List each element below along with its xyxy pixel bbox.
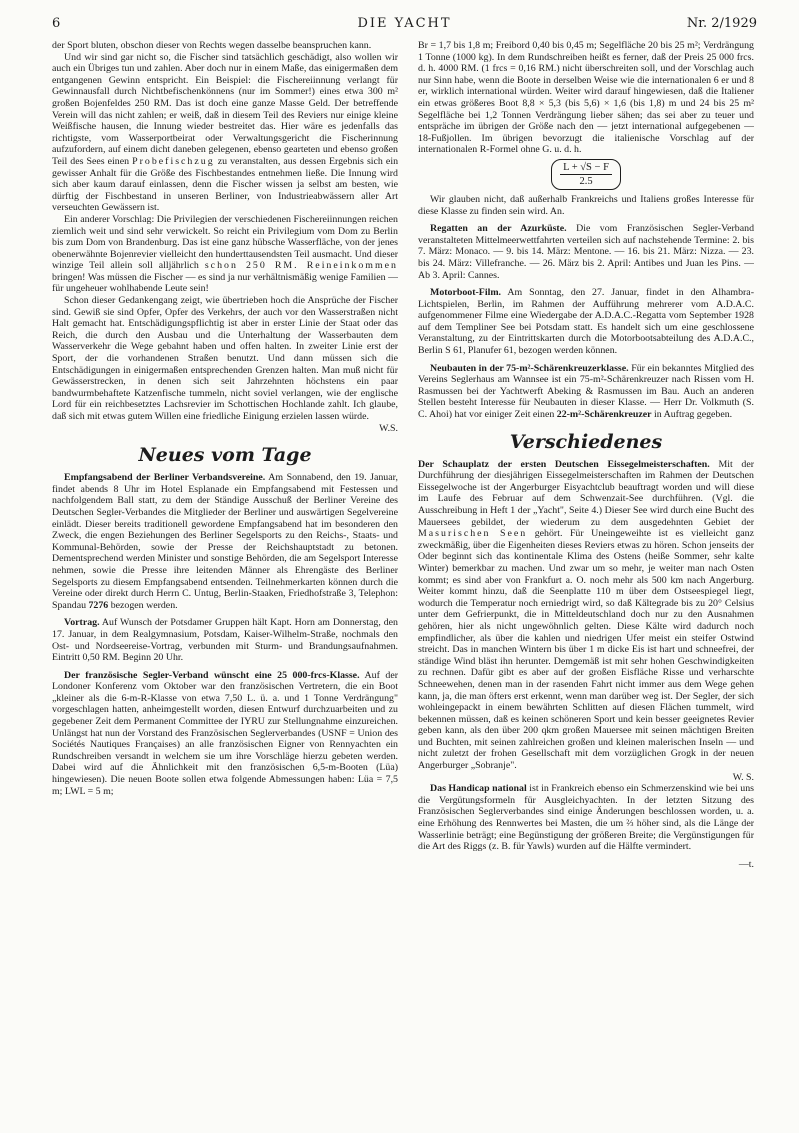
paragraph: Und wir sind gar nicht so, die Fischer sind tatsächlich geschädigt, also wollen wir auch ein Übriges tun und zahlen. Aber doch nur in einem Maße, das einigermaßen dem entgangenen Gewinn entspricht. Ein Beispiel: die Fischereiinnung verlangt für Gewinnausfall durch Nichtbefischenkönnens (nur im Sommer!) eines etwa 300 m² großen Bojenfeldes 250 RM. Das ist doch eine ganze Masse Geld. Der betreffende Verein will das nicht zahlen; er weiß, daß in diesem Teil des Reviers nur einige kleine Weißfische hausen, die Innung wieder bestreitet das. Hier wäre es jedenfalls das richtigste, vom Wasserportbeirat oder Verwaltungsgericht die Fischerinnung aufzufordern, auf einem dicht daneben gelegenen, ebenso gearteten und ebenso großen Teil des Sees einen Probefischzug zu veranstalten, aus dessen Ergebnis sich ein gewisser Anhalt für die Größe des Fischbestandes entnehmen ließe. Die Innung wird sich aber kaum darauf einlassen, denn die Fischer wissen ja selbst am besten, wie dürftig der Fischbestand in unseren Berliner, von Industrieabwässern aller Art verseuchten Gewässern ist. [52,51,398,214]
right-column [418,40,754,1123]
page-number: 6 [52,16,61,31]
author-signature: W.S. [379,422,398,434]
news-item: Regatten an der Azurküste. Die vom Französischen Segler-Verband veranstalteten Mittelmeerwettfahrten verteilen sich auf nachstehende Termine: 2. bis 7. März: Monaco. — 9. bis 14. März: Mentone. — 16. bis 21. März: Nizza. — 23. bis 24. März: Villefranche. — 26. März bis 2. April: Antibes und Juan les Pins. — Ab 3. April: Cannes. [418,223,754,281]
news-item: Motorboot-Film. Am Sonntag, den 27. Januar, findet in den Alhambra-Lichtspielen, Berlin, im Rahmen der Aufführung mehrerer vom A.D.A.C. aufgenommener Filme eine Wiedergabe der A.D.A.C.-Regatta vom September 1928 auf dem Templiner See bei Potsdam statt. Es handelt sich um eine geschlossene Veranstaltung, zu der Eintrittskarten durch die Motorbootsabteilung des A.D.A.C., Berlin S 61, Planufer 61, bezogen werden können. [418,287,754,357]
news-title: Das Handicap national [430,783,527,795]
news-item: Der französische Segler-Verband wünscht eine 25 000-frcs-Klasse. Auf der Londoner Konferenz vom Oktober war den französischen Vertretern, die ein Boot „kleiner als die 6-m-R-Klasse von etwa 7,50 L. ü. a. und 1 Tonne Verdrängung" vorgeschlagen hatten, anheimgestellt worden, diesen Entwurf durchzuarbeiten und zu gegebener Zeit dem Permanent Committee der IYRU zur Stellungnahme einzureichen. Unlängst hat nun der Vorstand des Französischen Seglerverbandes (USNF = Union des Sociétés Nautiques Françaises) an alle französischen Eigner von Rennyachten ein Rundschreiben versandt in welchem sie um ihre Vorschläge hierzu gebeten werden. Dabei wird auf die Ähnlichkeit mit den französischen 6,5-m-Booten (Lüa) hingewiesen). Die neuen Boote sollen etwa folgende Abmessungen haben: Lüa = 7,5 m; LWL = 5 m; [52,669,398,797]
news-title: Der französische Segler-Verband wünscht eine 25 000-frcs-Klasse. [64,669,360,681]
news-item: Empfangsabend der Berliner Verbandsvereine. Am Sonnabend, den 19. Januar, findet abends 8 Uhr im Hotel Esplanade ein Empfangsabend mit Festessen und nachfolgendem Ball statt, zu dem der Ständige Ausschuß der Berliner Vereine des Deutschen Segler-Verbandes die Mitglieder der Berliner und auswärtigen Segelvereine einlädt. Dieser bereits traditionell gewordene Empfangsabend hat im besonderen den Zweck, die engen Beziehungen des Berliner Segelsports zu den Reichs-, Staats- und Kommunal-Behörden, sowie der Presse der Reichshauptstadt zu betonen. Dementsprechend werden Minister und sonstige Behörden, die am Segelsport Interesse nehmen, sowie die Presse ihre leitenden Männer als Ehrengäste des Berliner Segelsports zu diesem Empfangsabend entsenden. Teilnehmerkarten können durch die Vereine oder direkt durch Herrn C. Untug, Berlin-Staaken, Friedhofstraße 3, Telephon: Spandau 7276 bezogen werden. [52,472,398,611]
news-item: Vortrag. Auf Wunsch der Potsdamer Gruppen hält Kapt. Horn am Donnerstag, den 17. Januar, in dem Realgymnasium, Potsdam, Kaiser-Wilhelm-Straße, nochmals den Ost- und Nordseereise-Vortrag, verbunden mit Sturm- und Brandungsaufnahmen. Eintritt 0,50 RM. Beginn 20 Uhr. [52,617,398,664]
issue-number: Nr. 2/1929 [686,16,757,31]
paragraph: Br = 1,7 bis 1,8 m; Freibord 0,40 bis 0,45 m; Segelfläche 20 bis 25 m²; Verdrängung 1 Tonne (1000 kg). In dem Rundschreiben heißt es ferner, daß der Preis 25 000 frcs. d. h. 4000 RM. (1 frcs = 0,16 RM.) nicht überschreiten soll, und der Vorschlag auch nur Sinn habe, wenn die Boote in derselben Weise wie die internationalen 6 er und 8 er, wirklich international würden. Weiter wird darauf hingewiesen, daß die Italiener ein etwas größeres Boot 8,8 × 5,3 (bis 5,6) × 1,6 (bis 1,8) m und 24 bis 25 m² Segelfläche bei 1,2 Tonnen Verdrängung lieber sähen; das sei aber zu teuer und entspräche im übrigen der Größe nach den — jetzt international aufgegebenen — 18-Fußjollen. Im übrigen bevorzugt die italienische Vorschlag auf der internationalen R-Formel ohne G. u. d. h. [418,40,754,156]
news-item: Das Handicap national ist in Frankreich ebenso ein Schmerzenskind wie bei uns die Vergütungsformeln für Ausgleichyachten. In der letzten Sitzung des Französischen Seglerverbandes sind einige Änderungen beschlossen worden, u. a. eine Erhöhung des Rennwertes bei Masten, die um ⅔ höher sind, als die Länge der Wasserlinie beträgt; eine Begünstigung der größeren Breite; die Vergünstigungen für die Art des Riggs (z. B. für Yawls) wurden auf die Hälfte vermindert. [418,783,754,853]
author-signature: W. S. [732,771,754,783]
news-item: Der Schauplatz der ersten Deutschen Eissegelmeisterschaften. Mit der Durchführung der diesjährigen Eissegelmeisterschaften im Rahmen der Deutschen Eissegelwoche ist der Angerburger Eisyachtclub beauftragt worden und will diese im Laufe des Februar auf dem Schwenzait-See durchführen. (Vgl. die Ausschreibung in Heft 1 der „Yacht", Seite 4.) Dieser See wird durch eine Bucht des Mauersees gebildet, der wiederum zu dem ausgedehnten Gebiet der Masurischen Seen gehört. Für Uneingeweihte ist es vielleicht ganz zweckmäßig, über die Eigenheiten dieses Reviers etwas zu hören. Schon jenseits der Oder beginnt sich das kontinentale Klima des Ostens (heiße Sommer, sehr kalte Winter) bemerkbar zu machen. Und zwar um so mehr, je weiter man nach Osten kommt; es sind aber von Frankfurt a. O. noch mehr als 500 km nach Angerburg. Weiter kommt hinzu, daß die Seenplatte 110 m über dem Ostseespiegel liegt, wodurch die Temperatur noch erniedrigt wird, so daß Kältegrade bis zu 20° Celsius unter dem Gefrierpunkt, die in Mitteldeutschland doch nur zu den Ausnahmen gehören, hier als nicht ungewöhnlich gelten. Diese Kälte wird dadurch noch empfindlicher, als über die kahlen und niedrigen Ufer meist ein steifer Ostwind streicht. Das in manchen Wintern bis über 1 m dicke Eis ist hart und schneefrei, der ständige Wind bläst ihn herunter. Demgemäß ist mit sehr hohen Geschwindigkeiten zu rechnen. Dafür gibt es aber auf der großen Eisfläche Risse und verharschte Schneewehen, denen man in der rasenden Fahrt nicht immer aus dem Wege gehen kann, ja, die man öfters erst erkennt, wenn man darüber weg ist. Der Segler, der sich wohleingepackt in einem bewährten Schlitten auf diesen Flächen tummelt, wird bekennen müssen, daß es keinen schöneren Sport und kein besser geeignetes Revier geben kann, als den über 200 qkm großen Mauersee mit seinen mächtigen Breiten und Buchten, mit seinen zahlreichen großen und kleinen malerischen Inseln — und nicht zuletzt der frohen Gesellschaft mit dem vorzüglichen Grogk in der neuen Angerburger „Sobranje". [418,458,754,772]
left-column [52,40,398,1123]
news-item: Neubauten in der 75-m²-Schärenkreuzerklasse. Für ein bekanntes Mitglied des Vereins Seglerhaus am Wannsee ist ein 75-m²-Schärenkreuzer nach Rissen vom H. Rasmussen bei der Yachtwerft Abeking & Rasmussen im Bau. Auch an anderen Stellen besteht Interesse für Neubauten in dieser Klasse. — Herr Dr. Volkmuth (S. C. Ahoi) hat vor einiger Zeit einen 22-m²-Schärenkreuzer in Auftrag gegeben. [418,362,754,421]
author-signature: —t. [738,858,754,870]
paragraph: Schon dieser Gedankengang zeigt, wie übertrieben hoch die Ansprüche der Fischer sind. Gewiß sie sind Opfer, Opfer des Verkehrs, der auch vor den Wasserstraßen nicht Halt gemacht hat. Entschädigungspflichtig ist aber in erster Linie der Staat oder das Reich, die durch den Ausbau und die Unterhaltung der Wasserbauten dem Wasserverkehr die Wege gebahnt haben und offen halten. In zweiter Linie erst der Sport, der die vorhandenen Straßen benutzt. Und dann müssen sich die Entschädigungen in einigermaßen entsprechenden Grenzen halten. Man muß nicht für Gewässerstrecken, in denen sich seit Jahrzehnten höchstens ein paar bandwurmbehaftete Katzenfische tummeln, nicht soviel verlangen, wie der englische Lord für ein reichbesetztes Lachsrevier im Schottischen Hochlande zahlt. Ich glaube, daß sich mit etwas gutem Willen eine friedliche Einigung erzielen lassen würde. [52,295,398,422]
news-title: Neubauten in der 75-m²-Schärenkreuzerklasse. [430,362,629,374]
section-heading-verschiedenes: Verschiedenes [509,430,663,453]
news-title: Der Schauplatz der ersten Deutschen Eissegelmeisterschaften. [418,458,710,470]
formula-numerator: L + √S − F [560,161,612,175]
page-header [52,14,757,34]
news-title: Regatten an der Azurküste. [430,223,567,235]
formula-denominator: 2.5 [579,175,593,187]
paragraph: Ein anderer Vorschlag: Die Privilegien der verschiedenen Fischereiinnungen reichen ziemlich weit und sind sehr verwickelt. So reicht ein Privilegium vom Dom zu Berlin bis zum Dom von Brandenburg. Das ist eine ganz hübsche Wasserfläche, von der jenes obenerwähnte Bojenrevier vielleicht den hunderttausendsten Teil ausmacht. Und dieser winzige Teil allein soll alljährlich schon 250 RM. Reineinkommen bringen! Was müssen die Fischer — es sind ja nur verhältnismäßig wenige Familien — für ungeheuer wohlhabende Leute sein! [52,213,398,295]
paragraph: Wir glauben nicht, daß außerhalb Frankreichs und Italiens großes Interesse für diese Klasse zu finden sein wird. An. [418,193,754,217]
news-title: Motorboot-Film. [430,287,502,299]
paragraph: der Sport bluten, obschon dieser von Rechts wegen dasselbe beanspruchen kann. [52,40,372,51]
news-title: Empfangsabend der Berliner Verbandsvereine. [64,472,266,484]
formula [418,159,754,190]
section-heading-neues: Neues vom Tage [138,444,312,467]
news-title: Vortrag. [64,617,100,629]
journal-title: DIE YACHT [357,16,452,31]
